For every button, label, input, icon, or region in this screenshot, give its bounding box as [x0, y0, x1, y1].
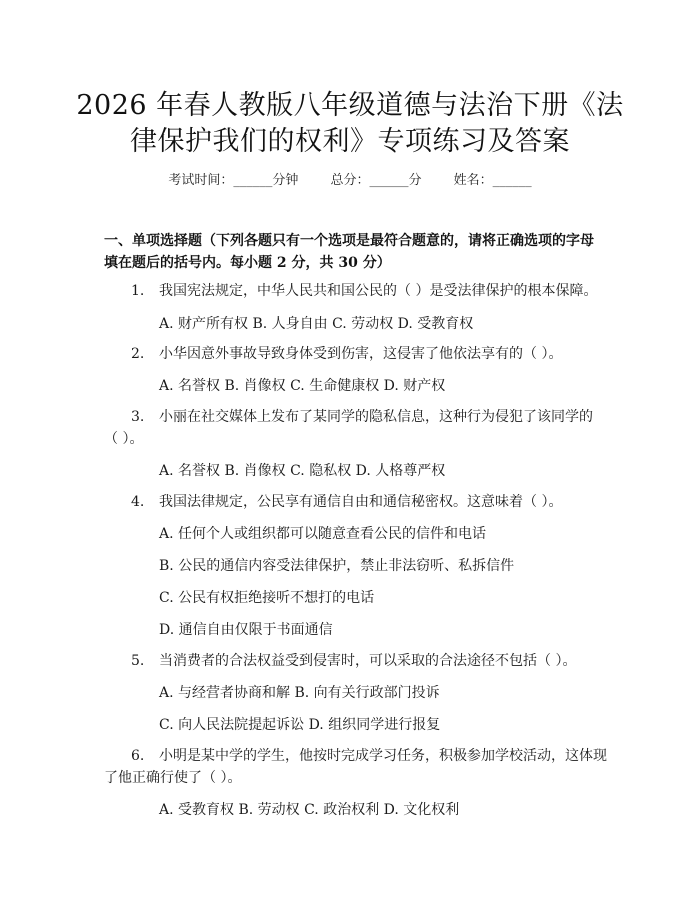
question-4-option-a: A. 任何个人或组织都可以随意查看公民的信件和电话 — [159, 526, 487, 542]
section-heading-line-1: 一、单项选择题（下列各题只有一个选项是最符合题意的，请将正确选项的字母 — [104, 233, 594, 249]
question-5-options-line-1: A. 与经营者协商和解 B. 向有关行政部门投诉 — [159, 685, 440, 701]
question-4-option-b: B. 公民的通信内容受法律保护，禁止非法窃听、私拆信件 — [159, 558, 515, 574]
question-1 — [131, 280, 597, 302]
section-heading-line-2: 填在题后的括号内。每小题 2 分，共 30 分） — [104, 255, 391, 271]
question-text: 我国宪法规定，中华人民共和国公民的（ ）是受法律保护的根本保障。 — [159, 283, 598, 299]
question-3-options: A. 名誉权 B. 肖像权 C. 隐私权 D. 人格尊严权 — [159, 463, 446, 479]
question-text: 小华因意外事故导致身体受到伤害，这侵害了他依法享有的（ ）。 — [159, 346, 563, 362]
question-number: 2. — [131, 346, 145, 362]
question-text: 小丽在社交媒体上发布了某同学的隐私信息，这种行为侵犯了该同学的 — [159, 409, 593, 425]
question-number: 6. — [131, 748, 145, 764]
question-5 — [131, 650, 576, 672]
question-4-option-c: C. 公民有权拒绝接听不想打的电话 — [159, 590, 375, 606]
question-number: 3. — [131, 409, 145, 425]
question-number: 1. — [131, 283, 145, 299]
question-2-options: A. 名誉权 B. 肖像权 C. 生命健康权 D. 财产权 — [159, 378, 446, 394]
question-4 — [131, 491, 562, 513]
question-text: 我国法律规定，公民享有通信自由和通信秘密权。这意味着（ ）。 — [159, 494, 563, 510]
page-title-line-1: 2026 年春人教版八年级道德与法治下册《法 — [76, 90, 624, 121]
question-6 — [131, 745, 607, 767]
question-3-continuation: （ ）。 — [104, 431, 144, 447]
exam-info — [0, 169, 700, 188]
exam-name-field: 姓名：______ — [453, 173, 532, 188]
question-4-option-d: D. 通信自由仅限于书面通信 — [159, 622, 333, 638]
question-5-options-line-2: C. 向人民法院提起诉讼 D. 组织同学进行报复 — [159, 717, 441, 733]
question-number: 5. — [131, 653, 145, 669]
question-text: 小明是某中学的学生，他按时完成学习任务，积极参加学校活动，这体现 — [159, 748, 607, 764]
question-2 — [131, 343, 562, 365]
question-6-continuation: 了他正确行使了（ ）。 — [104, 770, 242, 786]
question-3 — [131, 406, 593, 428]
question-1-options: A. 财产所有权 B. 人身自由 C. 劳动权 D. 受教育权 — [159, 316, 474, 332]
exam-time-field: 考试时间：______分钟 — [168, 173, 299, 188]
page-title-line-2: 律保护我们的权利》专项练习及答案 — [130, 126, 570, 157]
question-6-options: A. 受教育权 B. 劳动权 C. 政治权利 D. 文化权利 — [159, 802, 460, 818]
question-number: 4. — [131, 494, 145, 510]
exam-score-field: 总分：______分 — [330, 173, 422, 188]
question-text: 当消费者的合法权益受到侵害时，可以采取的合法途径不包括（ ）。 — [159, 653, 577, 669]
